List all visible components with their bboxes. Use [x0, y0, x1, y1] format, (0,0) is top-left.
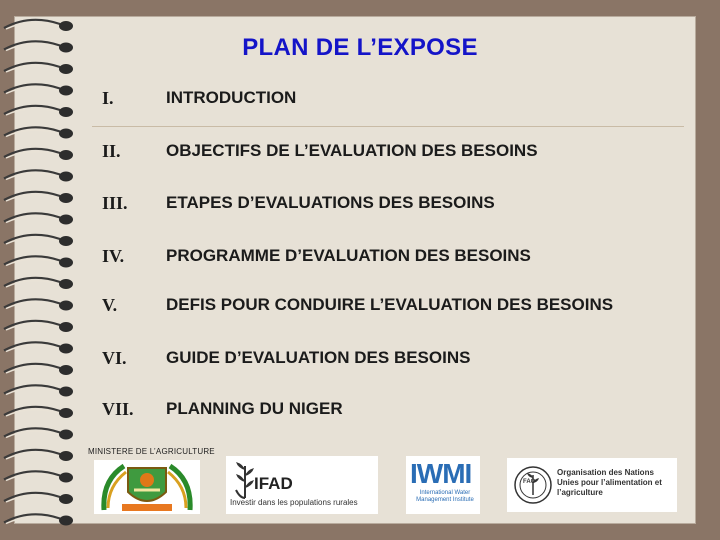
binding-ring [4, 342, 73, 353]
binding-ring [4, 407, 73, 418]
binding-ring [4, 385, 73, 396]
fao-text: Organisation des Nations Unies pour l’alimentation et l’agriculture [557, 468, 662, 497]
outline-item-number: III. [102, 193, 128, 213]
ifad-logo [226, 456, 378, 514]
binding-ring [4, 493, 73, 504]
spiral-binding-rings [0, 0, 90, 540]
iwmi-logo [406, 456, 480, 514]
outline-item-text: OBJECTIFS DE L’EVALUATION DES BESOINS [166, 141, 538, 160]
outline-item-number: VII. [102, 399, 134, 419]
outline-item-text: INTRODUCTION [166, 88, 297, 107]
binding-ring [4, 63, 73, 74]
binding-ring [4, 428, 73, 439]
binding-ring [4, 192, 73, 203]
binding-ring [4, 149, 73, 160]
binding-ring [4, 20, 73, 31]
binding-ring [4, 106, 73, 117]
binding-ring [4, 213, 73, 224]
outline-item-number: II. [102, 141, 121, 161]
outline-item-text: DEFIS POUR CONDUIRE L’EVALUATION DES BESOINS [166, 295, 614, 314]
outline-item-number: I. [102, 88, 114, 108]
binding-ring [4, 514, 73, 525]
binding-ring [4, 450, 73, 461]
binding-ring [4, 170, 73, 181]
binding-ring [4, 235, 73, 246]
outline-item-number: IV. [102, 246, 125, 266]
outline-item-text: ETAPES D’EVALUATIONS DES BESOINS [166, 193, 495, 212]
binding-ring [4, 127, 73, 138]
binding-ring [4, 299, 73, 310]
binding-ring [4, 321, 73, 332]
iwmi-subtitle: International Water Management Institute [416, 490, 474, 503]
fao-logo [507, 458, 677, 512]
fao-abbr: FAO [523, 479, 536, 485]
binding-ring [4, 278, 73, 289]
slide-title: PLAN DE L’EXPOSE [242, 34, 478, 61]
outline-item-text: GUIDE D’EVALUATION DES BESOINS [166, 348, 471, 367]
ministry-label: MINISTERE DE L’AGRICULTURE [88, 447, 215, 456]
outline-item-number: V. [102, 295, 118, 315]
iwmi-name: IWMI [410, 458, 472, 489]
binding-ring [4, 84, 73, 95]
outline-item-text: PROGRAMME D’EVALUATION DES BESOINS [166, 246, 531, 265]
binding-ring [4, 471, 73, 482]
binding-ring [4, 256, 73, 267]
title-divider [92, 126, 684, 127]
outline-item-number: VI. [102, 348, 127, 368]
fao-emblem-icon [513, 465, 553, 505]
coat-of-arms-icon [94, 460, 200, 514]
outline-item-text: PLANNING DU NIGER [166, 399, 343, 418]
niger-coat-of-arms-logo [94, 460, 200, 514]
binding-ring [4, 364, 73, 375]
ifad-name: IFAD [254, 474, 293, 493]
ifad-tagline: Investir dans les populations rurales [230, 498, 358, 507]
